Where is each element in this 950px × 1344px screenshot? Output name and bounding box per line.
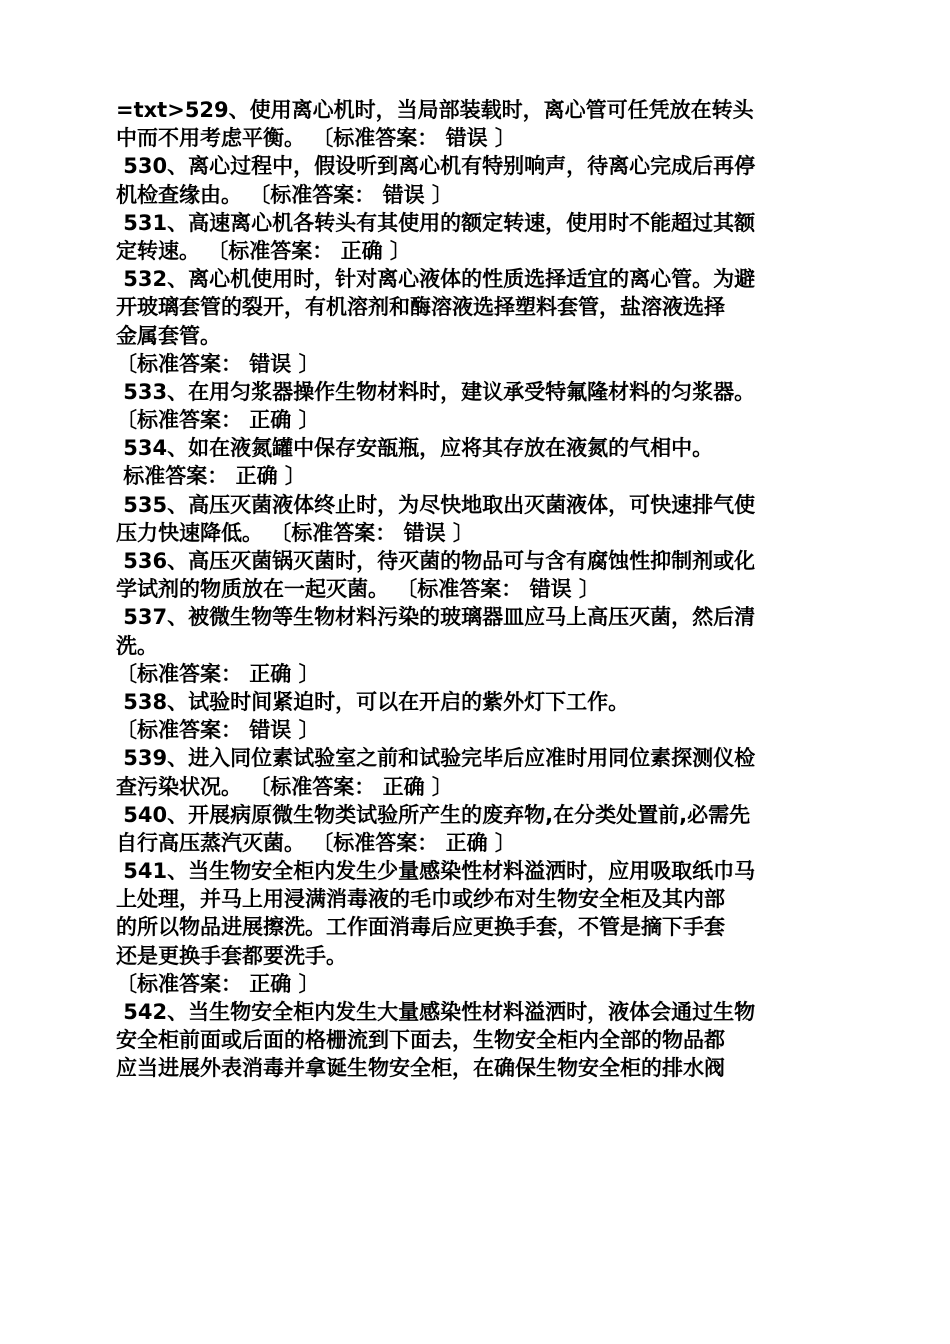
text-line: =txt>529、使用离心机时，当局部装载时，离心管可任凭放在转头 xyxy=(116,98,754,122)
text-line: 机检查缘由。 〔标准答案： 错误 〕 xyxy=(116,182,453,207)
text-line: 还是更换手套都要洗手。 xyxy=(116,943,347,968)
text-line: 540、开展病原微生物类试验所产生的废弃物,在分类处置前,必需先 xyxy=(116,802,751,827)
text-line: 自行高压蒸汽灭菌。 〔标准答案： 正确 〕 xyxy=(116,830,516,855)
text-line: 〔标准答案： 正确 〕 xyxy=(116,971,320,996)
text-line: 536、高压灭菌锅灭菌时，待灭菌的物品可与含有腐蚀性抑制剂或化 xyxy=(116,549,756,573)
text-line: 定转速。 〔标准答案： 正确 〕 xyxy=(116,238,411,263)
text-line: 查污染状况。 〔标准答案： 正确 〕 xyxy=(116,774,453,799)
text-line: 标准答案： 正确 〕 xyxy=(116,464,306,489)
text-line: 〔标准答案： 正确 〕 xyxy=(116,408,320,433)
text-line: 535、高压灭菌液体终止时，为尽快地取出灭菌液体，可快速排气使 xyxy=(116,492,756,517)
text-line: 〔标准答案： 错误 〕 xyxy=(116,351,320,376)
text-line: 学试剂的物质放在一起灭菌。 〔标准答案： 错误 〕 xyxy=(116,577,600,602)
text-line: 〔标准答案： 错误 〕 xyxy=(116,718,320,743)
text-line: 539、进入同位素试验室之前和试验完毕后应准时用同位素探测仪检 xyxy=(116,746,756,771)
text-line: 533、在用匀浆器操作生物材料时，建议承受特氟隆材料的匀浆器。 xyxy=(116,379,756,404)
text-line: 开玻璃套管的裂开，有机溶剂和酶溶液选择塑料套管，盐溶液选择 xyxy=(116,295,725,320)
text-line: 金属套管。 xyxy=(116,323,221,348)
text-line: 537、被微生物等生物材料污染的玻璃器皿应马上高压灭菌，然后清 xyxy=(116,605,756,630)
text-line: 压力快速降低。 〔标准答案： 错误 〕 xyxy=(116,520,474,545)
text-line: 531、高速离心机各转头有其使用的额定转速，使用时不能超过其额 xyxy=(116,210,756,235)
text-line: 541、当生物安全柜内发生少量感染性材料溢洒时，应用吸取纸巾马 xyxy=(116,859,756,884)
text-line: 中而不用考虑平衡。 〔标准答案： 错误 〕 xyxy=(116,126,516,151)
text-line: 542、当生物安全柜内发生大量感染性材料溢洒时，液体会通过生物 xyxy=(116,1000,756,1024)
text-line: 上处理，并马上用浸满消毒液的毛巾或纱布对生物安全柜及其内部 xyxy=(116,887,725,912)
text-line: 〔标准答案： 正确 〕 xyxy=(116,661,320,686)
text-line: 532、离心机使用时，针对离心液体的性质选择适宜的离心管。为避 xyxy=(116,267,756,292)
text-line: 安全柜前面或后面的格栅流到下面去，生物安全柜内全部的物品都 xyxy=(116,1028,725,1053)
text-line: 洗。 xyxy=(116,633,158,658)
text-line: 应当进展外表消毒并拿诞生物安全柜，在确保生物安全柜的排水阀 xyxy=(116,1056,725,1081)
text-line: 538、试验时间紧迫时，可以在开启的紫外灯下工作。 xyxy=(116,689,630,714)
text-line: 530、离心过程中，假设听到离心机有特别响声，待离心完成后再停 xyxy=(116,154,756,179)
text-line: 的所以物品进展擦洗。工作面消毒后应更换手套，不管是摘下手套 xyxy=(116,915,725,940)
document-body xyxy=(116,96,836,1083)
text-line: 534、如在液氮罐中保存安瓿瓶，应将其存放在液氮的气相中。 xyxy=(116,436,714,461)
